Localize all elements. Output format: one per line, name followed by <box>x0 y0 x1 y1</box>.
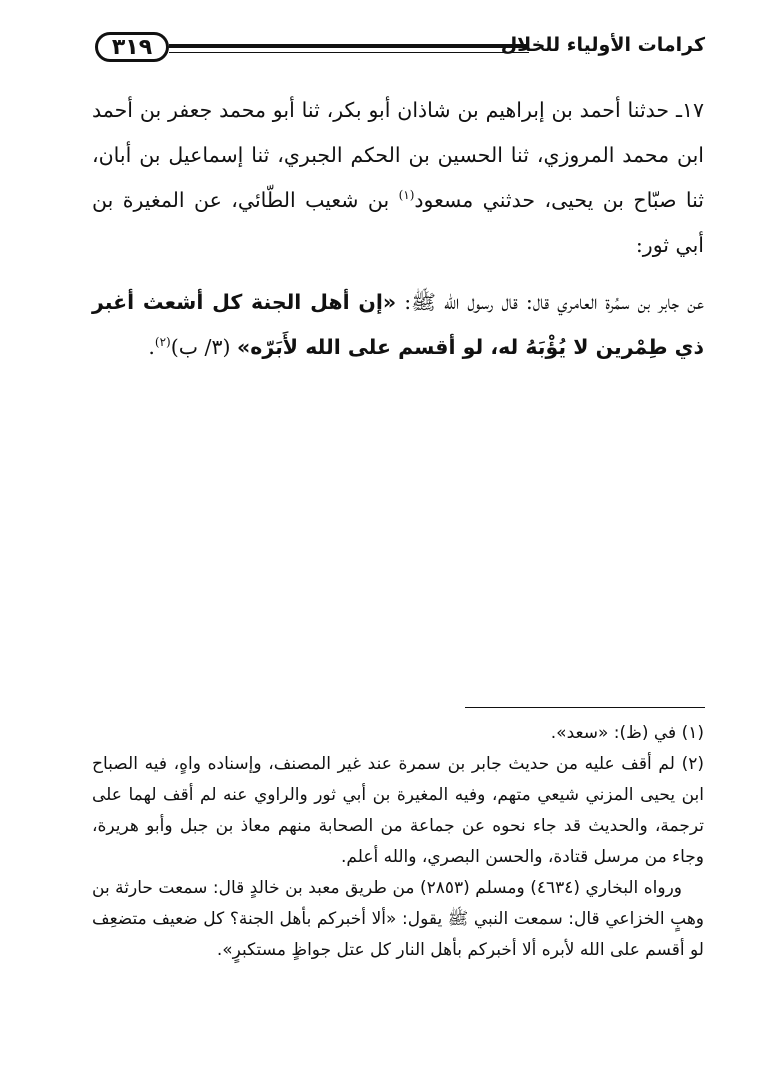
footnote-2: (٢) لم أقف عليه من حديث جابر بن سمرة عند غير المصنف، وإسناده واهٍ، فيه الصباح ابن يحيى المزني شيعي متهم، وفيه المغيرة بن أبي ثور والراوي عنه لم أقف لهما على ترجمة، والحديث قد جاء نحوه عن جماعة من الصحابة منهم معاذ بن جبل وأبو هريرة، وجاء من مرسل قتادة، والحسن البصري، والله أعلم. <box>92 754 704 867</box>
end-mark: . <box>148 335 155 359</box>
isnad-text: ١٧ـ حدثنا أحمد بن إبراهيم بن شاذان أبو بكر، ثنا أبو محمد جعفر بن أحمد ابن محمد المروزي، ثنا الحسين بن الحكم الجبري، ثنا إسماعيل بن أبان، ثنا صبّاح بن يحيى، حدثني مسعود <box>92 98 705 212</box>
hadith-paragraph <box>92 280 704 370</box>
page-number: ٣١٩ <box>95 32 169 62</box>
isnad-paragraph <box>92 88 704 268</box>
header-rule <box>169 44 529 48</box>
footnote-ref-1[interactable]: (١) <box>398 188 415 202</box>
header-rule-thin <box>169 52 529 53</box>
footnote-2-continued: ورواه البخاري (٤٦٣٤) ومسلم (٢٨٥٣) من طريق معبد بن خالدٍ قال: سمعت حارثة بن وهبٍ الخزاعي قال: سمعت النبي ﷺ يقول: «ألا أخبركم بأهل الجنة؟ كل ضعيف متضعِف لو أقسم على الله لأبره ألا أخبركم بأهل النار كل عتل جواظٍ مستكبرٍ». <box>92 878 704 960</box>
hadith-intro: عن جابر بن سمُرة العامري قال: قال رسول الله ﷺ: <box>396 290 704 314</box>
footnote-separator <box>465 707 705 708</box>
running-title: كرامات الأولياء للخلال <box>500 34 705 56</box>
folio-marker: (٣/ ب) <box>170 335 237 359</box>
hadith-text: «إن أهل الجنة كل أشعث أغبر ذي طِمْرين لا يُؤْبَهُ له، لو أقسم على الله لأَبَرّه» <box>92 290 704 359</box>
isnad-text-end: بن شعيب الطّائي، عن المغيرة بن أبي ثور: <box>92 188 704 257</box>
footnote-1: (١) في (ظ): «سعد». <box>550 723 704 743</box>
main-text <box>92 88 704 370</box>
footnotes <box>92 718 704 966</box>
running-header <box>95 30 705 70</box>
footnote-ref-2[interactable]: (٢) <box>154 335 171 349</box>
